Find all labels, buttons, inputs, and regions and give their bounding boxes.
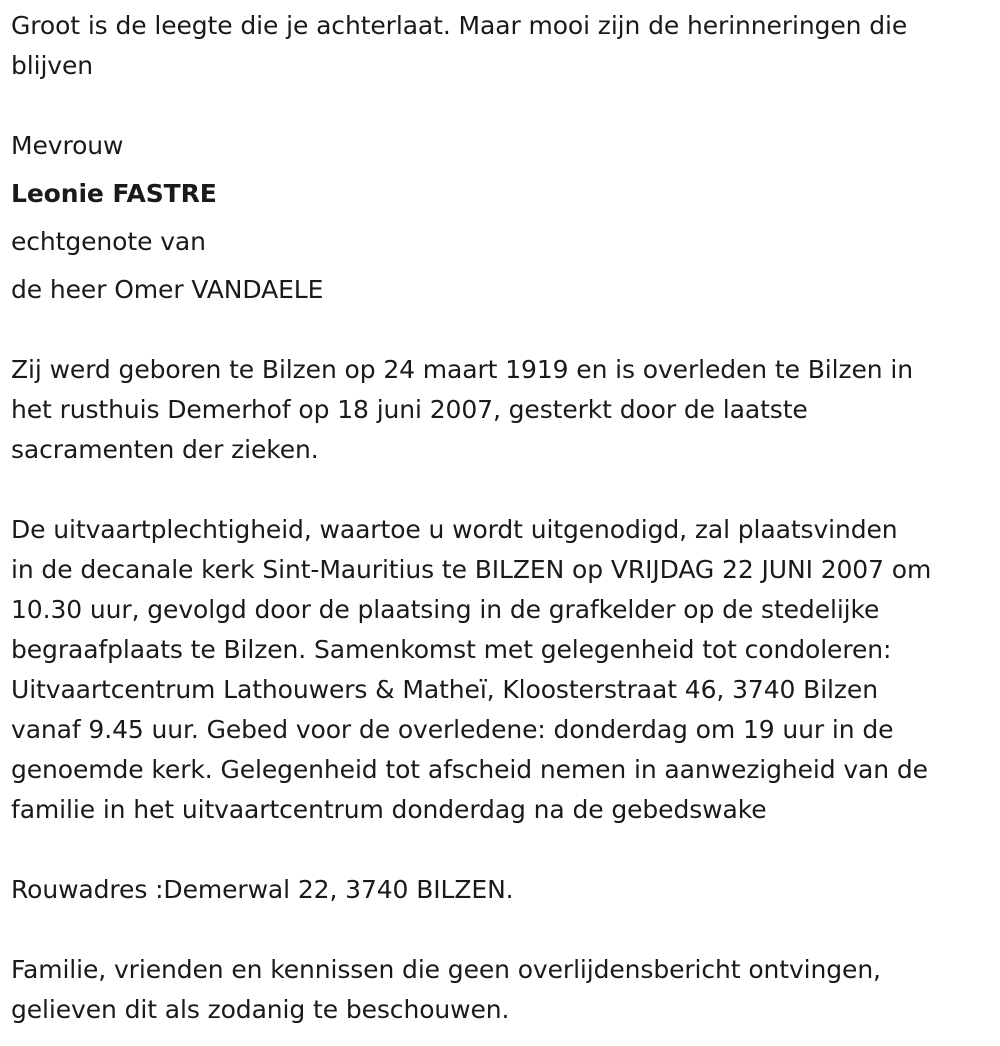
funeral-line: vanaf 9.45 uur. Gebed voor de overledene: donderdag om 19 uur in de [11,715,894,744]
closing-line: Familie, vrienden en kennissen die geen overlijdensbericht ontvingen, [11,955,881,984]
closing-line: gelieven dit als zodanig te beschouwen. [11,995,510,1024]
funeral-line: Uitvaartcentrum Lathouwers & Matheï, Kloosterstraat 46, 3740 Bilzen [11,675,878,704]
motto-line: Groot is de leegte die je achterlaat. Maar mooi zijn de herinneringen die [11,11,908,40]
funeral-line: genoemde kerk. Gelegenheid tot afscheid nemen in aanwezigheid van de [11,755,928,784]
funeral-line: 10.30 uur, gevolgd door de plaatsing in de grafkelder op de stedelijke [11,595,880,624]
relation-text: echtgenote van [11,227,206,256]
spouse-name: de heer Omer VANDAELE [11,275,324,304]
funeral-line: begraafplaats te Bilzen. Samenkomst met gelegenheid tot condoleren: [11,635,892,664]
deceased-name: Leonie FASTRE [11,179,217,208]
birth-death-line: Zij werd geboren te Bilzen op 24 maart 1919 en is overleden te Bilzen in [11,355,913,384]
salutation: Mevrouw [11,131,124,160]
funeral-line: familie in het uitvaartcentrum donderdag na de gebedswake [11,795,767,824]
birth-death-line: het rusthuis Demerhof op 18 juni 2007, gesterkt door de laatste [11,395,808,424]
birth-death-line: sacramenten der zieken. [11,435,319,464]
funeral-line: in de decanale kerk Sint-Mauritius te BILZEN op VRIJDAG 22 JUNI 2007 om [11,555,932,584]
motto-line: blijven [11,51,94,80]
mourning-address: Rouwadres :Demerwal 22, 3740 BILZEN. [11,875,514,904]
funeral-line: De uitvaartplechtigheid, waartoe u wordt uitgenodigd, zal plaatsvinden [11,515,898,544]
